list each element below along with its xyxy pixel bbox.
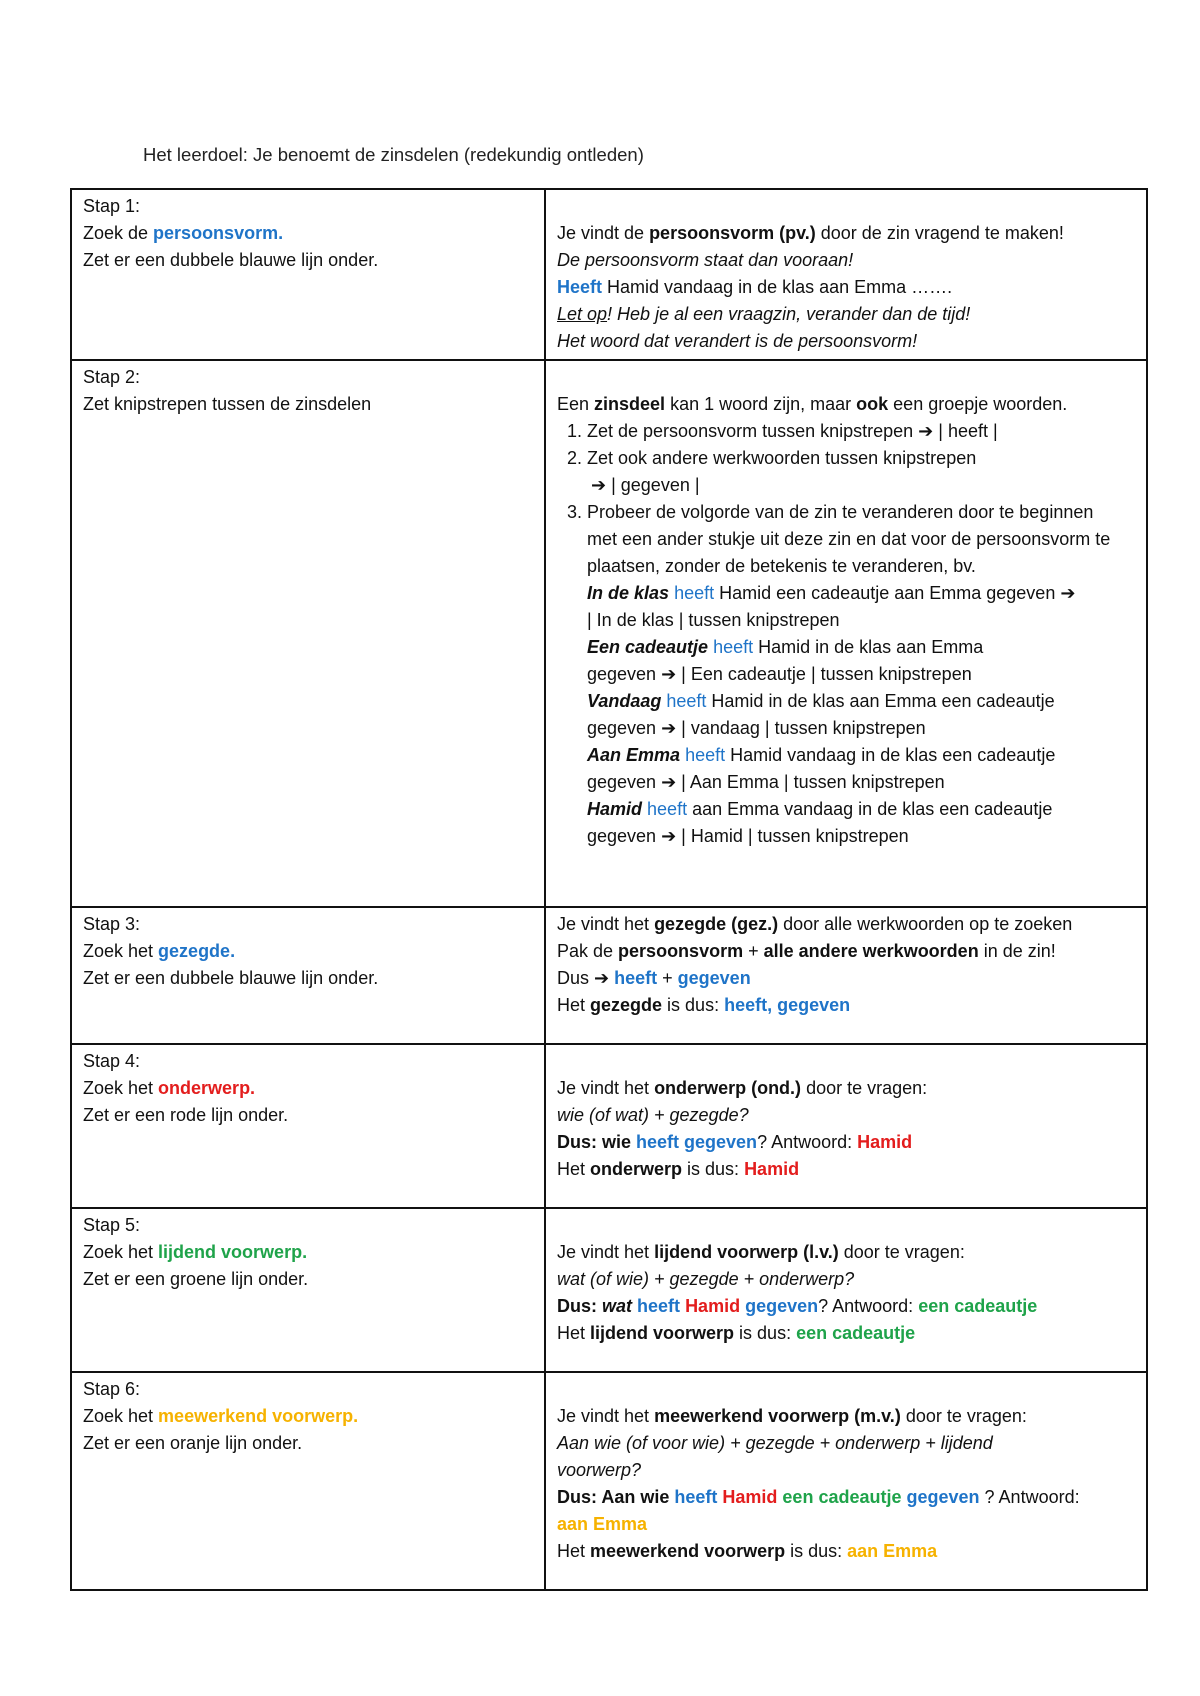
step-3-heading: Stap 3: — [83, 914, 141, 934]
step-3-line-1: Je vindt het gezegde (gez.) door alle werkwoorden op te zoeken — [557, 914, 1073, 934]
step-6-marking: Zet er een oranje lijn onder. — [83, 1433, 303, 1453]
step-1-line-1: Je vindt de persoonsvorm (pv.) door de zin vragend te maken! — [557, 223, 1064, 243]
step-6-explanation-cell — [545, 1372, 1147, 1590]
step-1-heading: Stap 1: — [83, 196, 141, 216]
step-5-line-4: Het lijdend voorwerp is dus: een cadeautje — [557, 1323, 916, 1343]
step-3-line-4: Het gezegde is dus: heeft, gegeven — [557, 995, 851, 1015]
list-item: 3. Probeer de volgorde van de zin te veranderen door te beginnen met een ander stukje uit deze zin en dat voor de persoonsvorm te plaatsen, zonder de betekenis te veranderen, bv. In de klas heeft Hamid een cadeautje aan Emma gegeven ➔ | In de klas | tussen knipstrepen Een cadeautje heeft Hamid in de klas aan Emma gegeven ➔ | Een cadeautje | tussen knipstrepen Vandaag heeft Hamid in de klas aan Emma een cadeautje gegeven ➔ | vandaag | tussen knipstrepen Aan Emma heeft Hamid vandaag in de klas een cadeautje gegeven ➔ | Aan Emma | tussen knipstrepen Hamid heeft aan Emma vandaag in de klas een cadeautje gegeven ➔ | Hamid | tussen knipstrepen — [587, 499, 1136, 850]
step-row-5 — [71, 1208, 1147, 1372]
arrow-right-icon: ➔ — [661, 718, 677, 738]
step-5-line-2: wat (of wie) + gezegde + onderwerp? — [557, 1269, 855, 1289]
example-3: Vandaag heeft Hamid in de klas aan Emma een cadeautje gegeven ➔ | vandaag | tussen knipstrepen — [587, 691, 1055, 738]
step-5-line-3: Dus: wat heeft Hamid gegeven? Antwoord: een cadeautje — [557, 1296, 1038, 1316]
arrow-right-icon: ➔ — [591, 475, 607, 495]
step-row-1 — [71, 189, 1147, 360]
step-row-4 — [71, 1044, 1147, 1208]
step-3-task: Zoek het gezegde. — [83, 941, 236, 961]
step-6-task: Zoek het meewerkend voorwerp. — [83, 1406, 359, 1426]
arrow-right-icon: ➔ — [661, 826, 677, 846]
step-2-task: Zet knipstrepen tussen de zinsdelen — [83, 394, 372, 414]
arrow-right-icon: ➔ — [661, 772, 677, 792]
example-4: Aan Emma heeft Hamid vandaag in de klas een cadeautje gegeven ➔ | Aan Emma | tussen knipstrepen — [587, 745, 1056, 792]
step-1-task: Zoek de persoonsvorm. — [83, 223, 284, 243]
example-2: Een cadeautje heeft Hamid in de klas aan Emma gegeven ➔ | Een cadeautje | tussen knipstrepen — [587, 637, 984, 684]
step-4-marking: Zet er een rode lijn onder. — [83, 1105, 289, 1125]
step-5-marking: Zet er een groene lijn onder. — [83, 1269, 309, 1289]
step-4-keyword: onderwerp. — [158, 1078, 256, 1098]
step-5-task: Zoek het lijdend voorwerp. — [83, 1242, 308, 1262]
step-4-line-3: Dus: wie heeft gegeven? Antwoord: Hamid — [557, 1132, 913, 1152]
step-6-line-2b: voorwerp? — [557, 1460, 642, 1480]
step-1-keyword: persoonsvorm. — [153, 223, 284, 243]
step-1-line-2: De persoonsvorm staat dan vooraan! — [557, 250, 854, 270]
step-6-heading: Stap 6: — [83, 1379, 141, 1399]
step-4-line-2: wie (of wat) + gezegde? — [557, 1105, 749, 1125]
step-row-6 — [71, 1372, 1147, 1590]
steps-table — [70, 188, 1148, 1591]
page-title: Het leerdoel: Je benoemt de zinsdelen (redekundig ontleden) — [143, 144, 644, 165]
example-1: In de klas heeft Hamid een cadeautje aan Emma gegeven ➔ | In de klas | tussen knipstrepen — [587, 583, 1076, 630]
step-6-line-1: Je vindt het meewerkend voorwerp (m.v.) door te vragen: — [557, 1406, 1027, 1426]
step-1-line-3: Heeft Hamid vandaag in de klas aan Emma ……. — [557, 277, 953, 297]
step-6-line-4: Het meewerkend voorwerp is dus: aan Emma — [557, 1541, 938, 1561]
step-3-line-2: Pak de persoonsvorm + alle andere werkwoorden in de zin! — [557, 941, 1056, 961]
step-2-intro: Een zinsdeel kan 1 woord zijn, maar ook een groepje woorden. — [557, 394, 1068, 414]
step-4-heading: Stap 4: — [83, 1051, 141, 1071]
step-5-instruction-cell — [71, 1208, 545, 1372]
step-row-3 — [71, 907, 1147, 1044]
list-item: 2. Zet ook andere werkwoorden tussen knipstrepen ➔ | gegeven | — [587, 445, 1136, 499]
step-2-explanation-cell — [545, 360, 1147, 907]
step-2-instruction-cell — [71, 360, 545, 907]
example-5: Hamid heeft aan Emma vandaag in de klas een cadeautje gegeven ➔ | Hamid | tussen knipstrepen — [587, 799, 1053, 846]
step-5-line-1: Je vindt het lijdend voorwerp (l.v.) door te vragen: — [557, 1242, 965, 1262]
step-2-list — [557, 418, 1136, 850]
arrow-right-icon: ➔ — [918, 421, 934, 441]
step-5-explanation-cell — [545, 1208, 1147, 1372]
step-6-instruction-cell — [71, 1372, 545, 1590]
step-4-task: Zoek het onderwerp. — [83, 1078, 256, 1098]
step-6-line-2: Aan wie (of voor wie) + gezegde + onderwerp + lijdend — [557, 1433, 993, 1453]
step-1-marking: Zet er een dubbele blauwe lijn onder. — [83, 250, 379, 270]
step-2-heading: Stap 2: — [83, 367, 141, 387]
step-row-2 — [71, 360, 1147, 907]
step-3-explanation-cell — [545, 907, 1147, 1044]
step-1-line-4: Let op! Heb je al een vraagzin, verander dan de tijd! — [557, 304, 971, 324]
step-4-line-1: Je vindt het onderwerp (ond.) door te vragen: — [557, 1078, 928, 1098]
step-5-heading: Stap 5: — [83, 1215, 141, 1235]
step-3-keyword: gezegde. — [158, 941, 236, 961]
arrow-right-icon: ➔ — [1060, 583, 1076, 603]
step-3-instruction-cell — [71, 907, 545, 1044]
arrow-right-icon: ➔ — [661, 664, 677, 684]
step-3-line-3: Dus ➔ heeft + gegeven — [557, 968, 751, 988]
step-6-line-3b: aan Emma — [557, 1514, 648, 1534]
step-3-marking: Zet er een dubbele blauwe lijn onder. — [83, 968, 379, 988]
step-4-explanation-cell — [545, 1044, 1147, 1208]
arrow-right-icon: ➔ — [594, 968, 610, 988]
step-1-instruction-cell — [71, 189, 545, 360]
step-6-keyword: meewerkend voorwerp. — [158, 1406, 359, 1426]
step-4-instruction-cell — [71, 1044, 545, 1208]
step-1-line-5: Het woord dat verandert is de persoonsvorm! — [557, 331, 918, 351]
step-6-line-3: Dus: Aan wie heeft Hamid een cadeautje gegeven ? Antwoord: — [557, 1487, 1080, 1507]
step-5-keyword: lijdend voorwerp. — [158, 1242, 308, 1262]
list-item: 1. Zet de persoonsvorm tussen knipstrepen ➔ | heeft | — [587, 418, 1136, 445]
step-4-line-4: Het onderwerp is dus: Hamid — [557, 1159, 800, 1179]
step-1-explanation-cell — [545, 189, 1147, 360]
